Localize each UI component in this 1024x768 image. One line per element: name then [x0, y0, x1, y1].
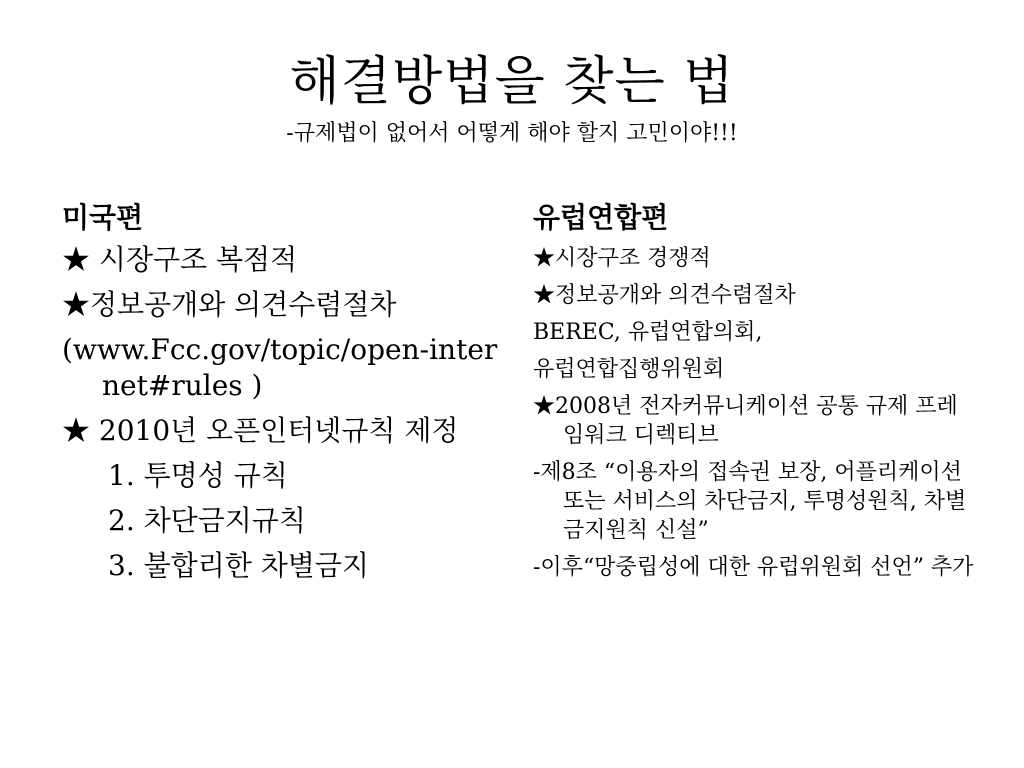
list-item: ★2008년 전자커뮤니케이션 공통 규제 프레임워크 디렉티브: [533, 394, 958, 448]
list-item: ★ 시장구조 복점적: [62, 243, 298, 276]
list-item: ★시장구조 경쟁적: [533, 246, 711, 271]
left-column-list: [62, 242, 502, 584]
slide-title: 해결방법을 찾는 법: [289, 52, 735, 112]
left-column-heading: 미국편: [62, 201, 144, 234]
list-item: -제8조 “이용자의 접속권 보장, 어플리케이션 또는 서비스의 차단금지, 투명성원칙, 차별금지원칙 신설”: [533, 460, 967, 543]
sub-list-item: 3. 불합리한 차별금지: [108, 549, 369, 582]
list-item: 유럽연합집행위원회: [533, 357, 725, 382]
right-column-heading: 유럽연합편: [533, 201, 669, 234]
list-item: -이후“망중립성에 대한 유럽위원회 선언” 추가: [533, 555, 974, 580]
left-column-usa: [62, 196, 502, 593]
list-item: ★정보공개와 의견수렴절차: [62, 288, 397, 321]
list-item-url: (www.Fcc.gov/topic/open-internet#rules ): [62, 333, 498, 402]
list-item: ★ 2010년 오픈인터넷규칙 제정: [62, 414, 459, 447]
sub-list-item: 2. 차단금지규칙: [108, 504, 306, 537]
sub-list-item: 1. 투명성 규칙: [108, 459, 288, 492]
slide-subtitle: -규제법이 없어서 어떻게 해야 할지 고민이야!!!: [286, 121, 738, 146]
list-item: BEREC, 유럽연합의회,: [533, 320, 763, 345]
list-item: ★정보공개와 의견수렴절차: [533, 283, 796, 308]
right-column-eu: [533, 196, 978, 590]
right-column-list: [533, 244, 978, 582]
